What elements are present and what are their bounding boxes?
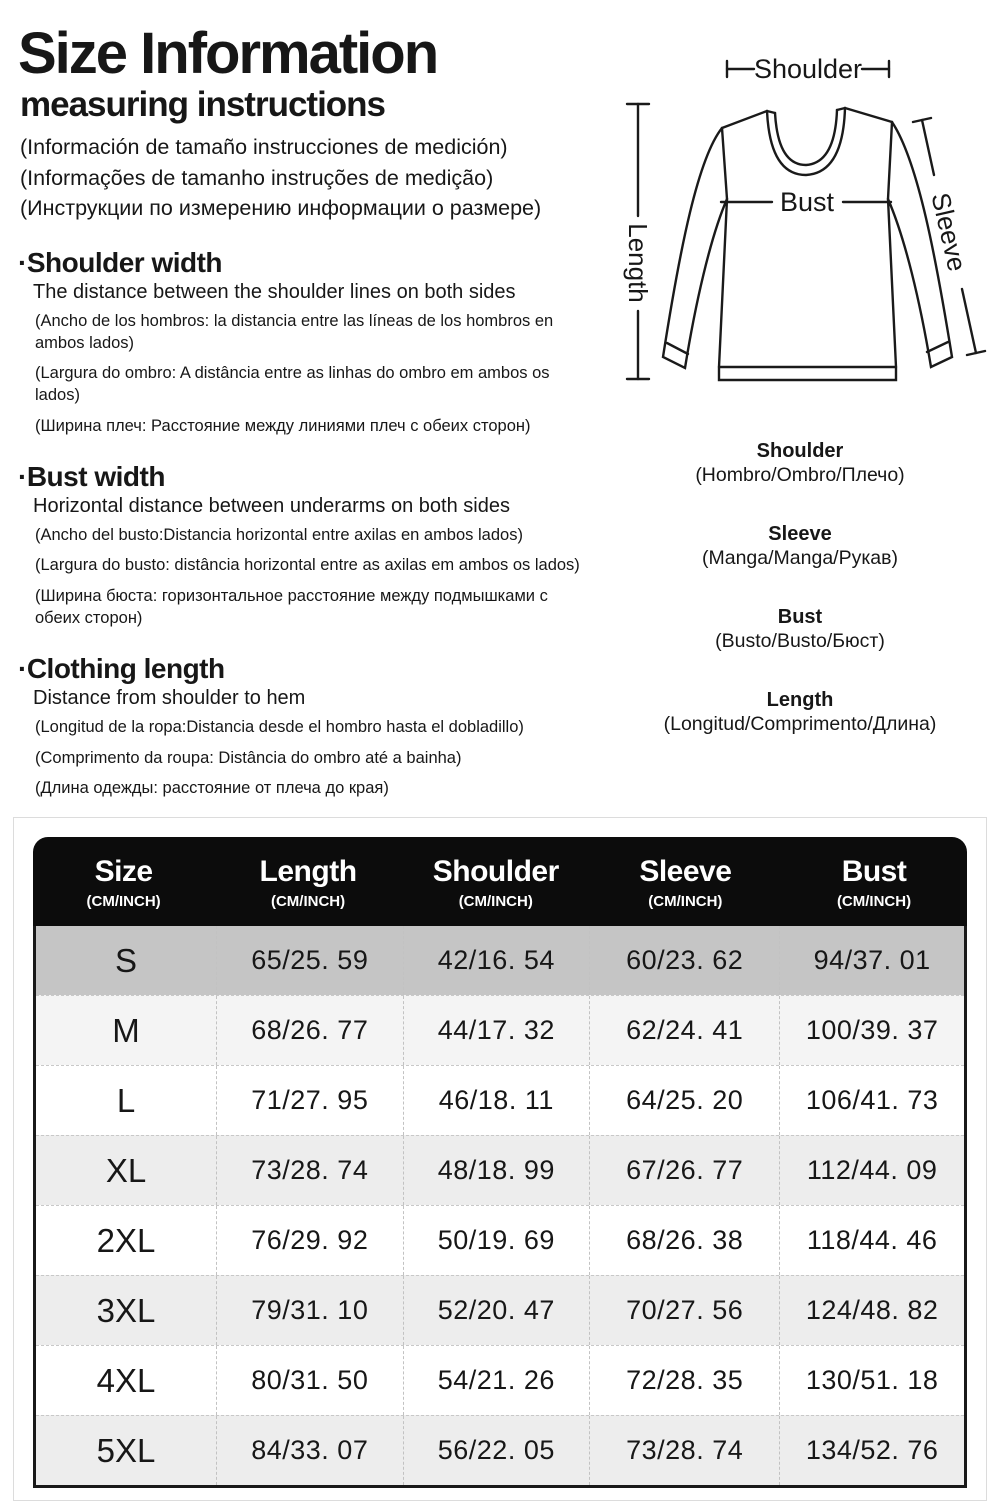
shoulder-cell: 48/18. 99 bbox=[403, 1136, 590, 1205]
size-cell: XL bbox=[105, 1151, 147, 1189]
sleeve-cell: 64/25. 20 bbox=[589, 1066, 779, 1135]
sleeve-cell: 67/26. 77 bbox=[589, 1136, 779, 1205]
bullet: · bbox=[18, 652, 27, 684]
size-cell: S bbox=[115, 941, 138, 979]
title-translation-pt: (Informações de tamanho instruções de medição) bbox=[20, 165, 494, 190]
bust-cell: 130/51. 18 bbox=[779, 1346, 964, 1415]
section-translation-ru: (Ширина плеч: Расстояние между линиями плеч с обеих сторон) bbox=[35, 416, 531, 435]
bust-cell: 118/44. 46 bbox=[779, 1206, 964, 1275]
legend-sleeve bbox=[600, 523, 1000, 570]
diagram-sleeve-label: Sleeve bbox=[925, 189, 973, 275]
legend-term: Shoulder bbox=[756, 440, 844, 462]
section-translation-pt: (Comprimento da roupa: Distância do ombro até a bainha) bbox=[35, 748, 462, 767]
column-header-length: Length (CM/INCH) bbox=[214, 855, 402, 910]
table-row-l bbox=[36, 1065, 964, 1135]
sleeve-cell: 62/24. 41 bbox=[589, 996, 779, 1065]
section-shoulder-width bbox=[18, 247, 600, 438]
table-row-xl bbox=[36, 1135, 964, 1205]
legend-term: Bust bbox=[777, 606, 823, 628]
size-cell: 4XL bbox=[96, 1361, 156, 1399]
legend-translation: (Busto/Busto/Бюст) bbox=[715, 630, 885, 652]
length-cell: 76/29. 92 bbox=[216, 1206, 403, 1275]
size-table-body bbox=[33, 926, 967, 1488]
section-bust-width bbox=[18, 461, 600, 630]
table-row-4xl bbox=[36, 1345, 964, 1415]
unit-note: (CM/INCH) bbox=[86, 893, 161, 911]
diagram-shoulder-label: Shoulder bbox=[753, 54, 863, 84]
legend-translation: (Hombro/Ombro/Плечо) bbox=[695, 464, 905, 486]
length-cell: 73/28. 74 bbox=[216, 1136, 403, 1205]
length-cell: 68/26. 77 bbox=[216, 996, 403, 1065]
title-translation-es: (Información de tamaño instrucciones de medición) bbox=[20, 135, 508, 160]
measurement-legend bbox=[600, 440, 1000, 736]
shoulder-cell: 54/21. 26 bbox=[403, 1346, 590, 1415]
shoulder-cell: 46/18. 11 bbox=[403, 1066, 590, 1135]
table-row-2xl bbox=[36, 1205, 964, 1275]
size-cell: 3XL bbox=[96, 1291, 156, 1329]
section-description: The distance between the shoulder lines on both sides bbox=[33, 280, 516, 303]
shoulder-cell: 44/17. 32 bbox=[403, 996, 590, 1065]
table-row-3xl bbox=[36, 1275, 964, 1345]
size-cell: L bbox=[116, 1081, 136, 1119]
length-cell: 84/33. 07 bbox=[216, 1416, 403, 1485]
shoulder-cell: 50/19. 69 bbox=[403, 1206, 590, 1275]
diagram-bust-label: Bust bbox=[779, 187, 835, 217]
sleeve-cell: 73/28. 74 bbox=[589, 1416, 779, 1485]
bullet: · bbox=[18, 460, 27, 492]
bust-cell: 134/52. 76 bbox=[779, 1416, 964, 1485]
section-translation-ru: (Ширина бюста: горизонтальное расстояние между подмышками с обеих сторон) bbox=[35, 587, 548, 627]
section-translation-ru: (Длина одежды: расстояние от плеча до края) bbox=[35, 779, 389, 798]
table-row-m bbox=[36, 995, 964, 1065]
bust-cell: 112/44. 09 bbox=[779, 1136, 964, 1205]
size-cell: M bbox=[112, 1011, 140, 1049]
diagram-length-label: Length bbox=[623, 223, 653, 303]
legend-length bbox=[600, 689, 1000, 736]
length-cell: 80/31. 50 bbox=[216, 1346, 403, 1415]
unit-note: (CM/INCH) bbox=[836, 893, 912, 911]
legend-translation: (Longitud/Comprimento/Длина) bbox=[663, 713, 937, 735]
legend-bust bbox=[600, 606, 1000, 653]
section-translation-es: (Ancho de los hombros: la distancia entre las líneas de los hombros en ambos lados) bbox=[35, 311, 554, 352]
table-row-5xl bbox=[36, 1415, 964, 1485]
legend-translation: (Manga/Manga/Рукав) bbox=[702, 547, 898, 569]
unit-note: (CM/INCH) bbox=[270, 893, 346, 911]
size-cell: 2XL bbox=[96, 1221, 156, 1259]
shoulder-cell: 42/16. 54 bbox=[403, 926, 590, 995]
section-translation-es: (Ancho del busto:Distancia horizontal entre axilas en ambos lados) bbox=[35, 525, 523, 544]
section-heading: ·Shoulder width bbox=[18, 246, 223, 278]
table-row-s bbox=[36, 926, 964, 995]
bust-cell: 106/41. 73 bbox=[779, 1066, 964, 1135]
bullet: · bbox=[18, 246, 27, 278]
shoulder-cell: 52/20. 47 bbox=[403, 1276, 590, 1345]
bust-cell: 124/48. 82 bbox=[779, 1276, 964, 1345]
section-heading: ·Bust width bbox=[18, 460, 165, 492]
measuring-instructions-block bbox=[0, 0, 600, 809]
section-description: Distance from shoulder to hem bbox=[33, 686, 306, 709]
column-header-size: Size (CM/INCH) bbox=[33, 855, 214, 910]
sleeve-cell: 72/28. 35 bbox=[589, 1346, 779, 1415]
sleeve-cell: 68/26. 38 bbox=[589, 1206, 779, 1275]
legend-term: Length bbox=[766, 689, 834, 711]
length-cell: 65/25. 59 bbox=[216, 926, 403, 995]
size-cell: 5XL bbox=[96, 1431, 156, 1469]
page-subtitle: measuring instructions bbox=[20, 85, 386, 125]
size-table-header bbox=[33, 837, 967, 926]
shoulder-cell: 56/22. 05 bbox=[403, 1416, 590, 1485]
section-heading: ·Clothing length bbox=[18, 652, 225, 684]
section-translation-es: (Longitud de la ropa:Distancia desde el hombro hasta el dobladillo) bbox=[35, 717, 524, 736]
bust-cell: 100/39. 37 bbox=[779, 996, 964, 1065]
section-translation-pt: (Largura do ombro: A distância entre as linhas do ombro em ambos os lados) bbox=[35, 364, 550, 405]
length-cell: 79/31. 10 bbox=[216, 1276, 403, 1345]
length-cell: 71/27. 95 bbox=[216, 1066, 403, 1135]
legend-shoulder bbox=[600, 440, 1000, 487]
title-translation-ru: (Инструкции по измерению информации о размере) bbox=[20, 196, 542, 221]
sleeve-cell: 60/23. 62 bbox=[589, 926, 779, 995]
size-table-panel bbox=[13, 817, 987, 1501]
page-title: Size Information bbox=[18, 21, 438, 86]
column-header-sleeve: Sleeve (CM/INCH) bbox=[590, 855, 781, 910]
section-translation-pt: (Largura do busto: distância horizontal entre as axilas em ambos os lados) bbox=[35, 556, 580, 575]
unit-note: (CM/INCH) bbox=[648, 893, 723, 911]
section-description: Horizontal distance between underarms on both sides bbox=[33, 494, 510, 517]
unit-note: (CM/INCH) bbox=[458, 893, 533, 911]
column-header-bust: Bust (CM/INCH) bbox=[781, 855, 967, 910]
legend-term: Sleeve bbox=[768, 523, 832, 545]
bust-cell: 94/37. 01 bbox=[779, 926, 964, 995]
sleeve-cell: 70/27. 56 bbox=[589, 1276, 779, 1345]
column-header-shoulder: Shoulder (CM/INCH) bbox=[402, 855, 590, 910]
diagram-column bbox=[600, 0, 1000, 809]
section-clothing-length bbox=[18, 653, 600, 800]
shirt-measurement-diagram bbox=[600, 26, 1000, 418]
